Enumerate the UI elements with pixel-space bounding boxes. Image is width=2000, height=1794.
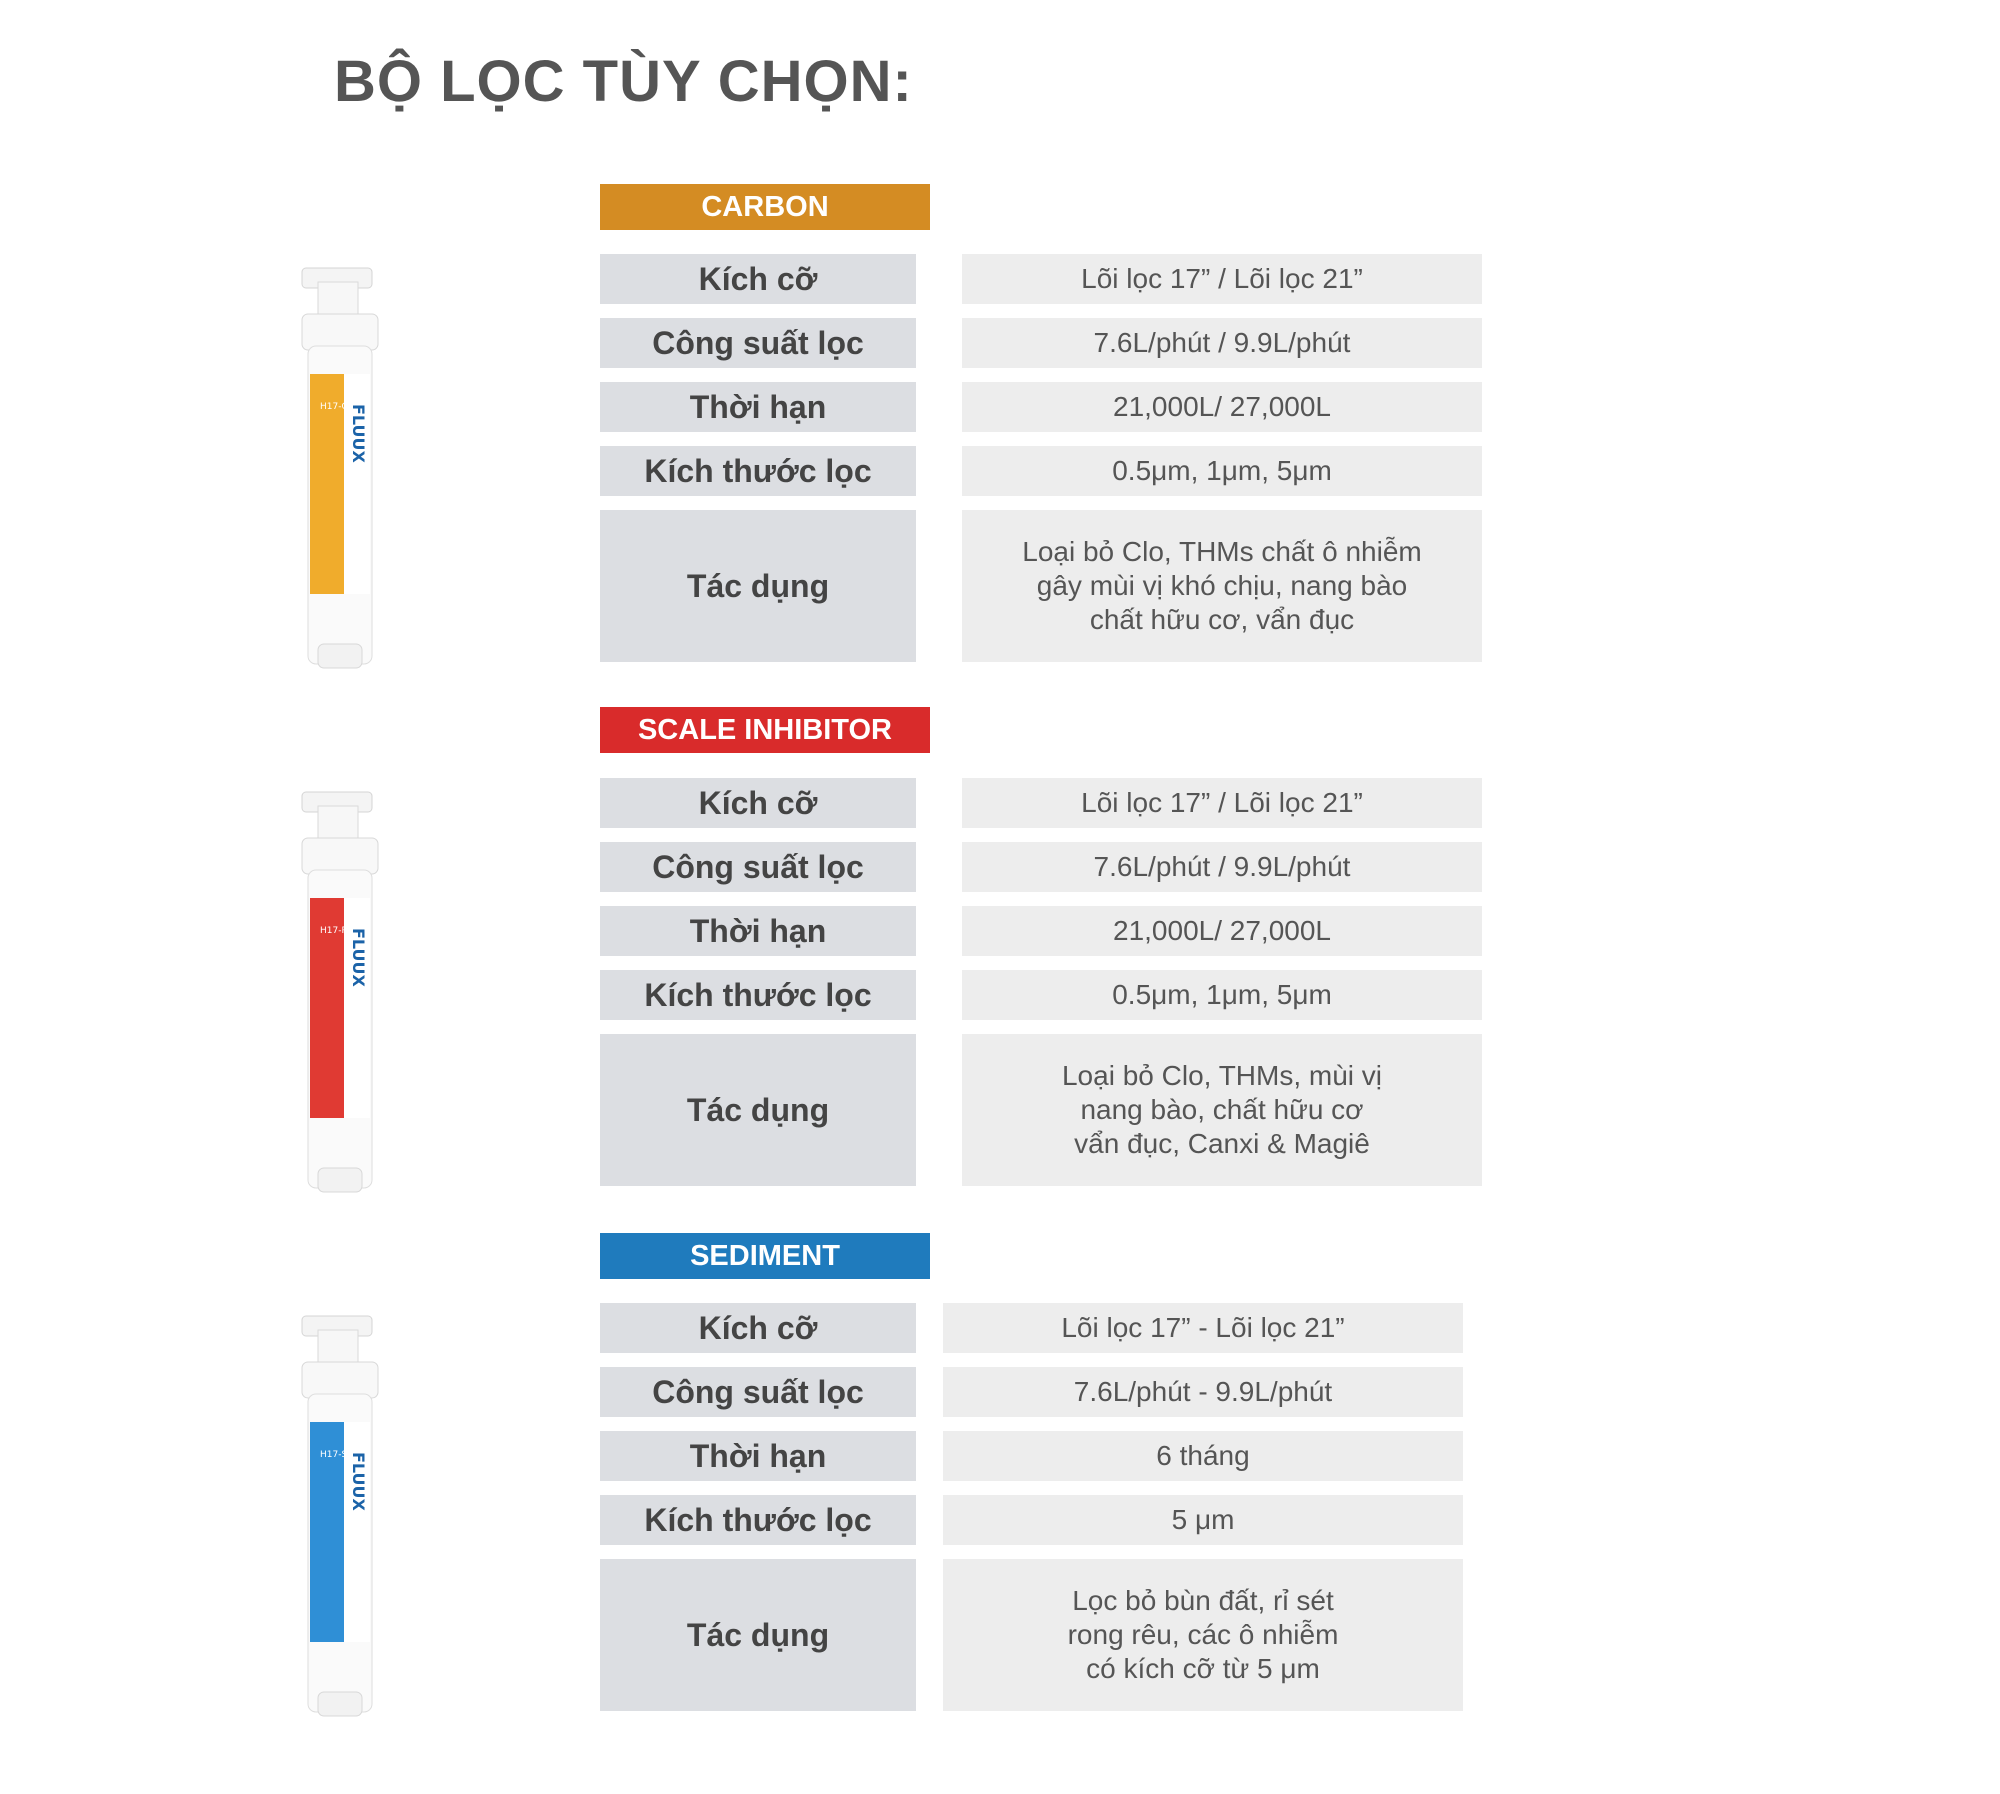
spec-value: 0.5μm, 1μm, 5μm (962, 446, 1482, 496)
page-title: BỘ LỌC TÙY CHỌN: (334, 49, 913, 114)
spec-label: Kích cỡ (600, 778, 916, 828)
section-header-scale-inhibitor: SCALE INHIBITOR (600, 707, 930, 753)
spec-value: 0.5μm, 1μm, 5μm (962, 970, 1482, 1020)
spec-label: Tác dụng (600, 1559, 916, 1711)
filter-cartridge-icon (290, 264, 390, 674)
spec-label: Tác dụng (600, 510, 916, 662)
spec-label: Kích thước lọc (600, 1495, 916, 1545)
section-header-carbon: CARBON (600, 184, 930, 230)
spec-label: Công suất lọc (600, 1367, 916, 1417)
spec-label: Công suất lọc (600, 318, 916, 368)
spec-label: Kích thước lọc (600, 446, 916, 496)
spec-value: Loại bỏ Clo, THMs, mùi vị nang bào, chất hữu cơ vẩn đục, Canxi & Magiê (962, 1034, 1482, 1186)
spec-value: Lõi lọc 17” / Lõi lọc 21” (962, 254, 1482, 304)
cartridge-brand: FLUUX (349, 404, 368, 463)
cartridge-model: H17-S3 (320, 1450, 353, 1460)
spec-value: 21,000L/ 27,000L (962, 906, 1482, 956)
filter-cartridge-icon (290, 1312, 390, 1722)
spec-value: Loại bỏ Clo, THMs chất ô nhiễm gây mùi vị khó chịu, nang bào chất hữu cơ, vẩn đục (962, 510, 1482, 662)
cartridge-brand: FLUUX (349, 1452, 368, 1511)
spec-value: 21,000L/ 27,000L (962, 382, 1482, 432)
spec-value: Lõi lọc 17” / Lõi lọc 21” (962, 778, 1482, 828)
spec-value: 7.6L/phút / 9.9L/phút (962, 842, 1482, 892)
spec-value: Lọc bỏ bùn đất, rỉ sét rong rêu, các ô nhiễm có kích cỡ từ 5 μm (943, 1559, 1463, 1711)
cartridge-model: H17-C1 (320, 402, 354, 412)
section-header-sediment: SEDIMENT (600, 1233, 930, 1279)
spec-value: 7.6L/phút - 9.9L/phút (943, 1367, 1463, 1417)
spec-value: 5 μm (943, 1495, 1463, 1545)
spec-label: Thời hạn (600, 906, 916, 956)
spec-label: Thời hạn (600, 1431, 916, 1481)
spec-value: 7.6L/phút / 9.9L/phút (962, 318, 1482, 368)
cartridge-brand: FLUUX (349, 928, 368, 987)
spec-label: Kích thước lọc (600, 970, 916, 1020)
cartridge-model: H17-P1 (320, 926, 353, 936)
spec-label: Tác dụng (600, 1034, 916, 1186)
spec-value: Lõi lọc 17” - Lõi lọc 21” (943, 1303, 1463, 1353)
spec-label: Kích cỡ (600, 254, 916, 304)
filter-cartridge-icon (290, 788, 390, 1198)
spec-label: Kích cỡ (600, 1303, 916, 1353)
spec-label: Thời hạn (600, 382, 916, 432)
spec-value: 6 tháng (943, 1431, 1463, 1481)
spec-label: Công suất lọc (600, 842, 916, 892)
